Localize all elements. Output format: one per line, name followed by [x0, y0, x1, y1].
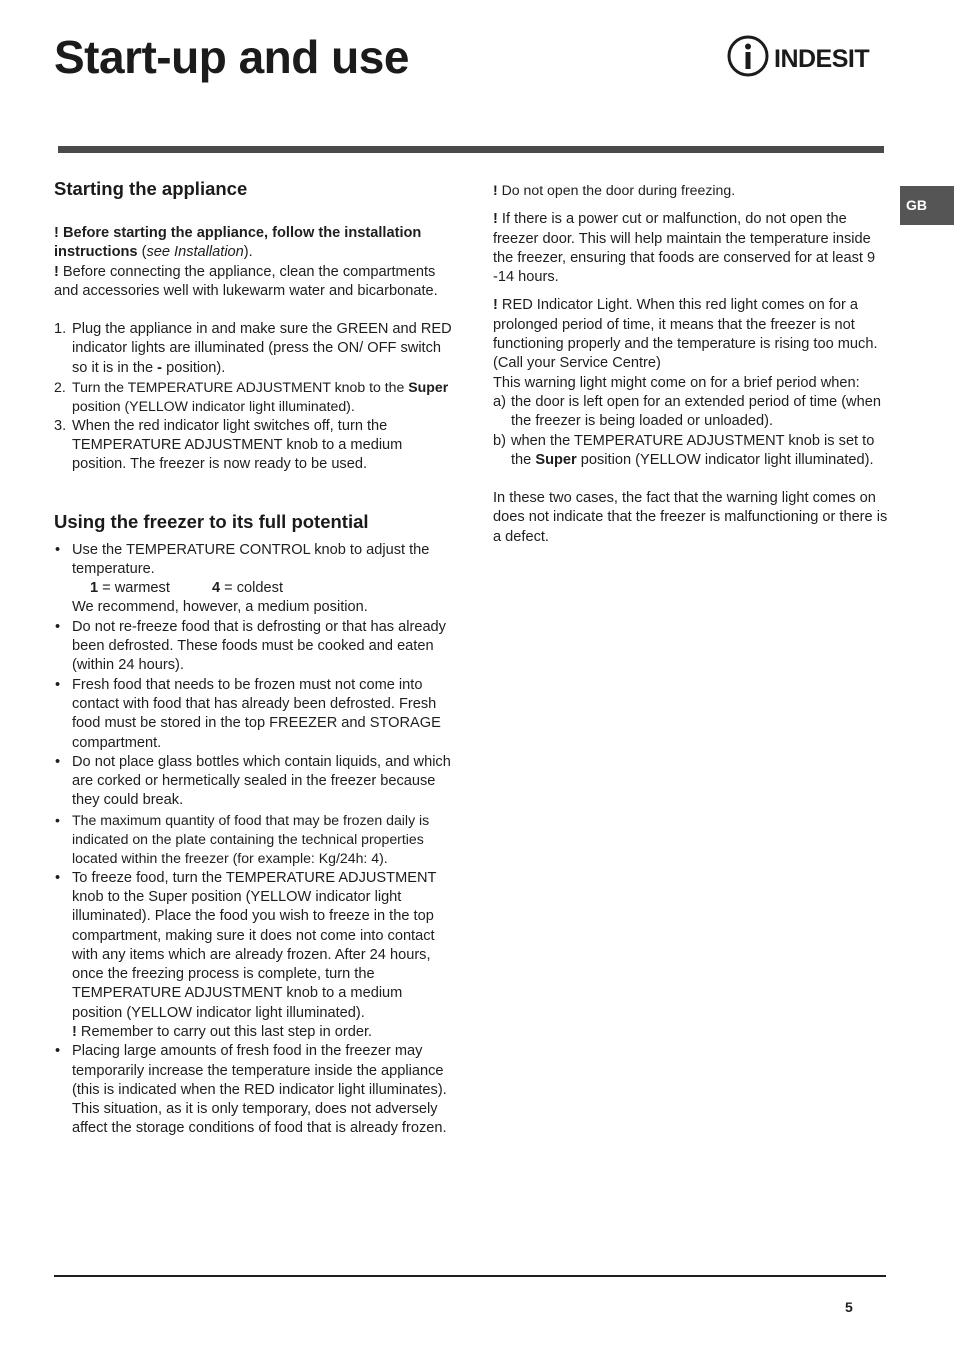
startup-steps	[54, 320, 452, 474]
section-heading-usage: Using the freezer to its full potential	[54, 510, 369, 532]
see-installation-ref: see Installation	[146, 244, 244, 261]
page-title: Start-up and use	[54, 31, 409, 83]
tip-glass-bottles: • Do not place glass bottles which contain liquids, and which are corked or hermetically sealed in the freezer because they could break.	[54, 753, 452, 811]
language-tab: GB	[900, 186, 954, 225]
case-a: a) the door is left open for an extended period of time (when the freezer is being loaded or unloaded).	[493, 393, 881, 430]
step-2: 2. Turn the TEMPERATURE ADJUSTMENT knob to the Super position (YELLOW indicator light illuminated).	[54, 379, 449, 415]
case-b: b) when the TEMPERATURE ADJUSTMENT knob is set to the Super position (YELLOW indicator light illuminated).	[493, 432, 875, 468]
warning-cleaning: ! Before connecting the appliance, clean the compartments and accessories well with lukewarm water and bicarbonate.	[54, 263, 438, 299]
page-number: 5	[845, 1299, 853, 1315]
warning-mark: !	[54, 225, 59, 241]
note-red-light: ! RED Indicator Light. When this red light comes on for a prolonged period of time, it means that the freezer is not functioning properly and the temperature is rising too much. (Call your Service Centre)	[493, 297, 878, 372]
brand-wordmark: INDESIT	[774, 45, 870, 73]
note-no-defect: In these two cases, the fact that the warning light comes on does not indicate that the freezer is malfunctioning or there is a defect.	[493, 490, 888, 545]
note-warning-light: This warning light might come on for a brief period when:	[493, 374, 860, 391]
warning-installation-bold: Before starting the appliance, follow the installation instructions	[54, 225, 422, 261]
brand-logo	[726, 34, 886, 78]
section-heading-starting: Starting the appliance	[54, 178, 248, 199]
note-power-cut: ! If there is a power cut or malfunction, do not open the freezer door. This will help maintain the temperature inside the freezer, ensuring that foods are conserved for at least 9 -14 hours.	[493, 211, 876, 286]
note-door-freezing: ! Do not open the door during freezing.	[493, 182, 736, 198]
tip-large-amounts: • Placing large amounts of fresh food in the freezer may temporarily increase the temperature inside the appliance (this is indicated when the RED indicator light illuminates). This situation, as it is only temporary, does not adversely affect the storage conditions of food that is already frozen.	[54, 1042, 452, 1138]
tip-max-quantity: • The maximum quantity of food that may be frozen daily is indicated on the plate containing the technical properties located within the freezer (for example: Kg/24h: 4).	[54, 811, 452, 869]
tip-fresh-food: • Fresh food that needs to be frozen must not come into contact with food that has already been defrosted. Fresh food must be stored in the top FREEZER and STORAGE compartment.	[54, 676, 452, 753]
warning-mark: !	[54, 263, 59, 280]
step-1: 1. Plug the appliance in and make sure the GREEN and RED indicator lights are illuminated (press the ON/ OFF switch so it is in the - position).	[54, 321, 452, 376]
right-column	[493, 181, 889, 547]
tip-freeze-food: • To freeze food, turn the TEMPERATURE ADJUSTMENT knob to the Super position (YELLOW indicator light illuminated). Place the food you wish to freeze in the top compartment, making sure it does not come into contact with any items which are already frozen. After 24 hours, once the freezing process is complete, turn the TEMPERATURE ADJUSTMENT knob to a medium position (YELLOW indicator light illuminated). ! Remember to carry out this last step in order.	[54, 869, 452, 1043]
usage-tips	[54, 541, 452, 1139]
header-divider	[58, 146, 884, 153]
warning-installation: ! Before starting the appliance, follow the installation instructions (see Installation).	[54, 225, 422, 261]
temperature-scale: 1 = warmest 4 = coldest	[90, 580, 283, 597]
tip-temperature-control: • Use the TEMPERATURE CONTROL knob to adjust the temperature. 1 = warmest 4 = coldest We recommend, however, a medium position.	[54, 541, 452, 618]
warning-cases	[493, 393, 889, 470]
tip-refreeze: • Do not re-freeze food that is defrosting or that has already been defrosted. These foods must be cooked and eaten (within 24 hours).	[54, 618, 452, 676]
step-3: 3. When the red indicator light switches off, turn the TEMPERATURE ADJUSTMENT knob to a medium position. The freezer is now ready to be used.	[54, 417, 403, 473]
left-column	[54, 176, 452, 1139]
footer-divider	[54, 1275, 886, 1277]
